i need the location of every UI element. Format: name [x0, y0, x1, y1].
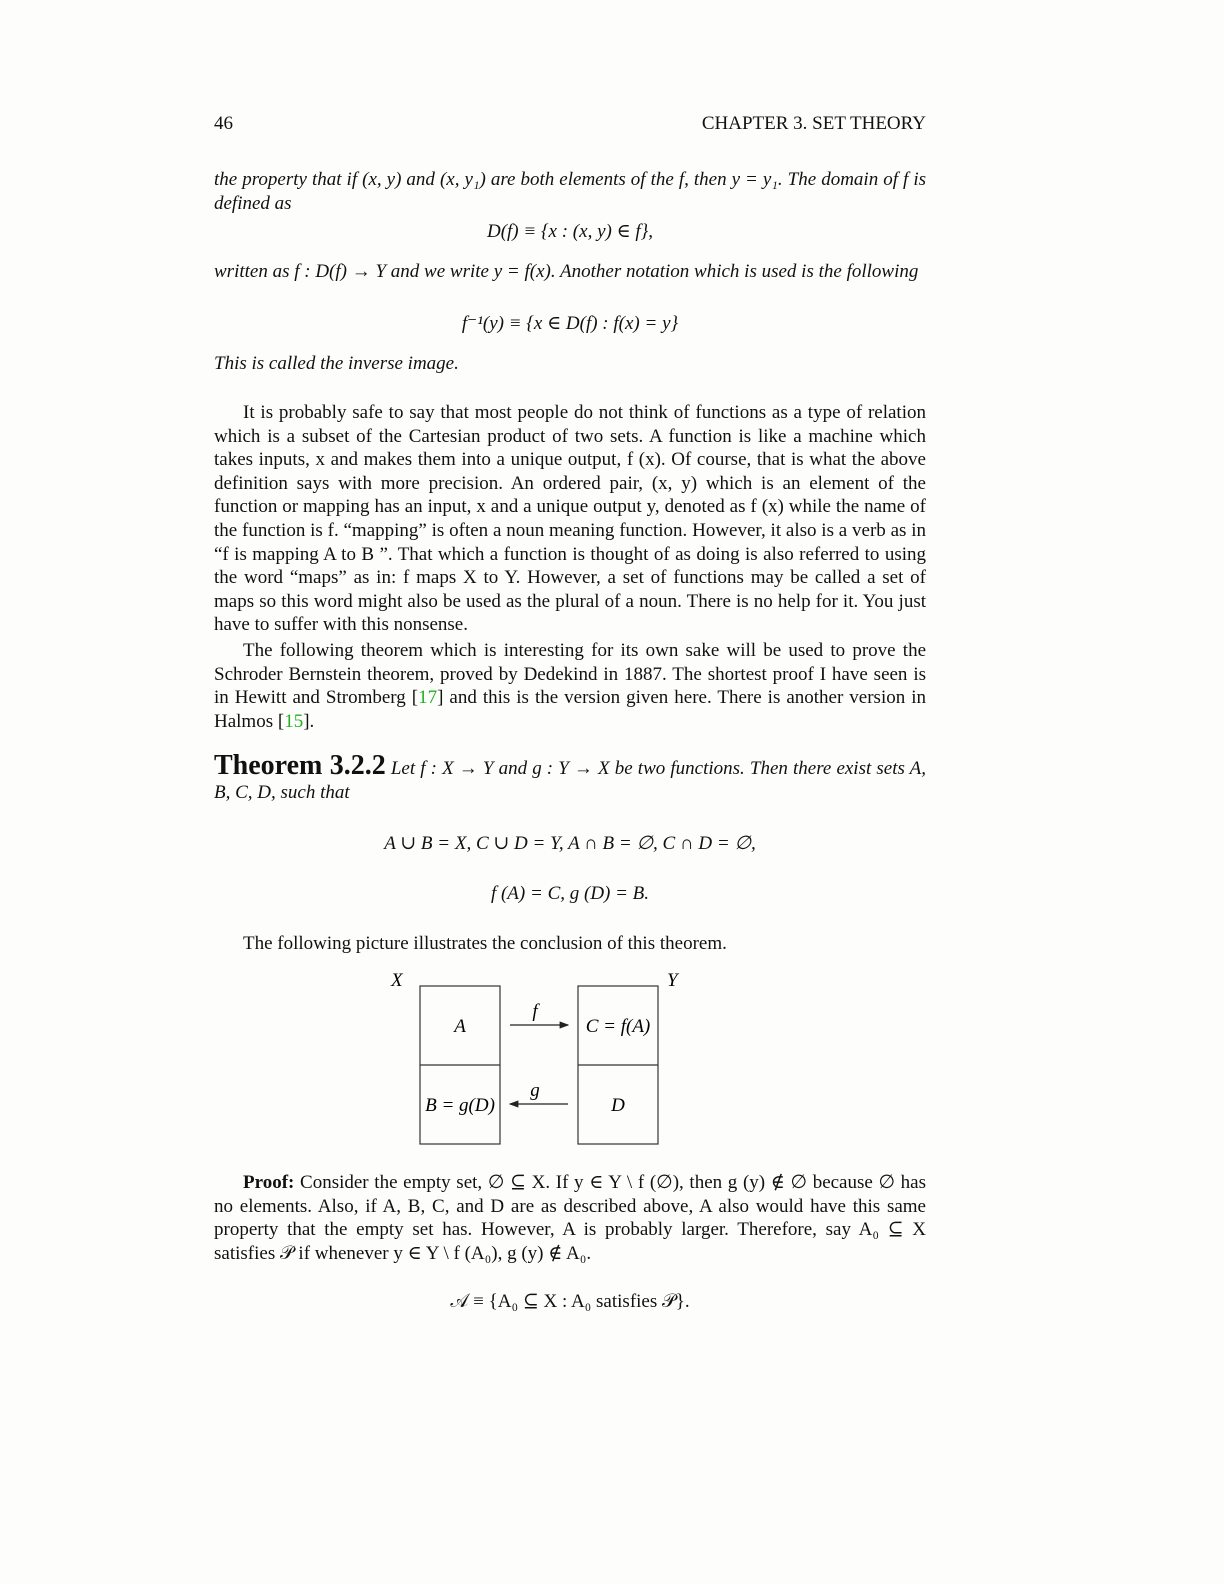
domain-equation: D(f) ≡ {x : (x, y) ∈ f},: [486, 221, 654, 242]
set-a-label: A: [454, 1016, 466, 1037]
set-b-label: B = g(D): [425, 1095, 495, 1116]
notation-paragraph: written as f : D(f) → Y and we write y = f(x). Another notation which is used is the following: [214, 261, 919, 282]
proof-label: Proof:: [243, 1172, 295, 1193]
inverse-image-equation: f⁻¹(y) ≡ {x ∈ D(f) : f(x) = y}: [461, 313, 679, 334]
set-x-label: X: [391, 970, 403, 991]
functions-paragraph: It is probably safe to say that most people do not think of functions as a type of relation which is a subset of the Cartesian product of two sets. A function is like a machine which takes inputs, x and makes them into a unique output, f (x). Of course, that is what the above definition says with more precision. An ordered pair, (x, y) which is an element of the function or mapping has an input, x and a unique output y, denoted as f (x) while the name of the function is f. “mapping” is often a noun meaning function. However, it also is a verb as in “f is mapping A to B ”. That which a function is thought of as doing is also referred to using the word “maps” as in: f maps X to Y. However, a set of functions may be called a set of maps so this word might also be used as the plural of a noun. There is no help for it. You just have to suffer with this nonsense.: [214, 402, 926, 636]
proof-paragraph: [214, 1171, 926, 1265]
schroder-bernstein-paragraph: The following theorem which is interesting for its own sake will be used to prove the Schroder Bernstein theorem, proved by Dedekind in 1887. The shortest proof I have seen is in Hewitt and Stromberg [17] and this is the version given here. There is another version in Halmos [15].: [214, 640, 926, 732]
set-diagram: [380, 966, 700, 1156]
theorem-equation-2: f (A) = C, g (D) = B.: [490, 883, 650, 904]
citation-link[interactable]: 17: [418, 687, 438, 709]
proof-equation: 𝒜 ≡ {A₀ ⊆ X : A₀ satisfies 𝒫}.: [450, 1291, 690, 1312]
set-d-label: D: [611, 1095, 625, 1116]
picture-intro: The following picture illustrates the conclusion of this theorem.: [243, 933, 727, 954]
set-c-label: C = f(A): [585, 1016, 651, 1037]
citation-link[interactable]: 15: [284, 710, 304, 732]
chapter-title: CHAPTER 3. SET THEORY: [701, 113, 926, 134]
page-number: 46: [214, 113, 233, 134]
intro-paragraph: the property that if (x, y) and (x, y₁) are both elements of the f, then y = y₁. The domain of f is defined as: [214, 169, 926, 214]
inverse-image-sentence: This is called the inverse image.: [214, 353, 459, 374]
theorem-block: [214, 750, 926, 804]
theorem-statement: Let f : X → Y and g : Y → X be two functions. Then there exist sets A, B, C, D, such that: [214, 758, 926, 803]
proof-text: Consider the empty set, ∅ ⊆ X. If y ∈ Y \ f (∅), then g (y) ∉ ∅ because ∅ has no elements. Also, if A, B, C, and D are as described above, A also would have this same property that the empty set has. However, A is probably larger. Therefore, say A₀ ⊆ X satisfies 𝒫 if whenever y ∈ Y \ f (A₀), g (y) ∉ A₀.: [214, 1172, 927, 1264]
theorem-title: Theorem 3.2.2: [214, 750, 386, 781]
arrow-f-label: f: [532, 1001, 538, 1022]
arrow-g-label: g: [530, 1080, 540, 1101]
set-y-label: Y: [667, 970, 678, 991]
theorem-equation-1: A ∪ B = X, C ∪ D = Y, A ∩ B = ∅, C ∩ D = ∅,: [384, 833, 756, 854]
